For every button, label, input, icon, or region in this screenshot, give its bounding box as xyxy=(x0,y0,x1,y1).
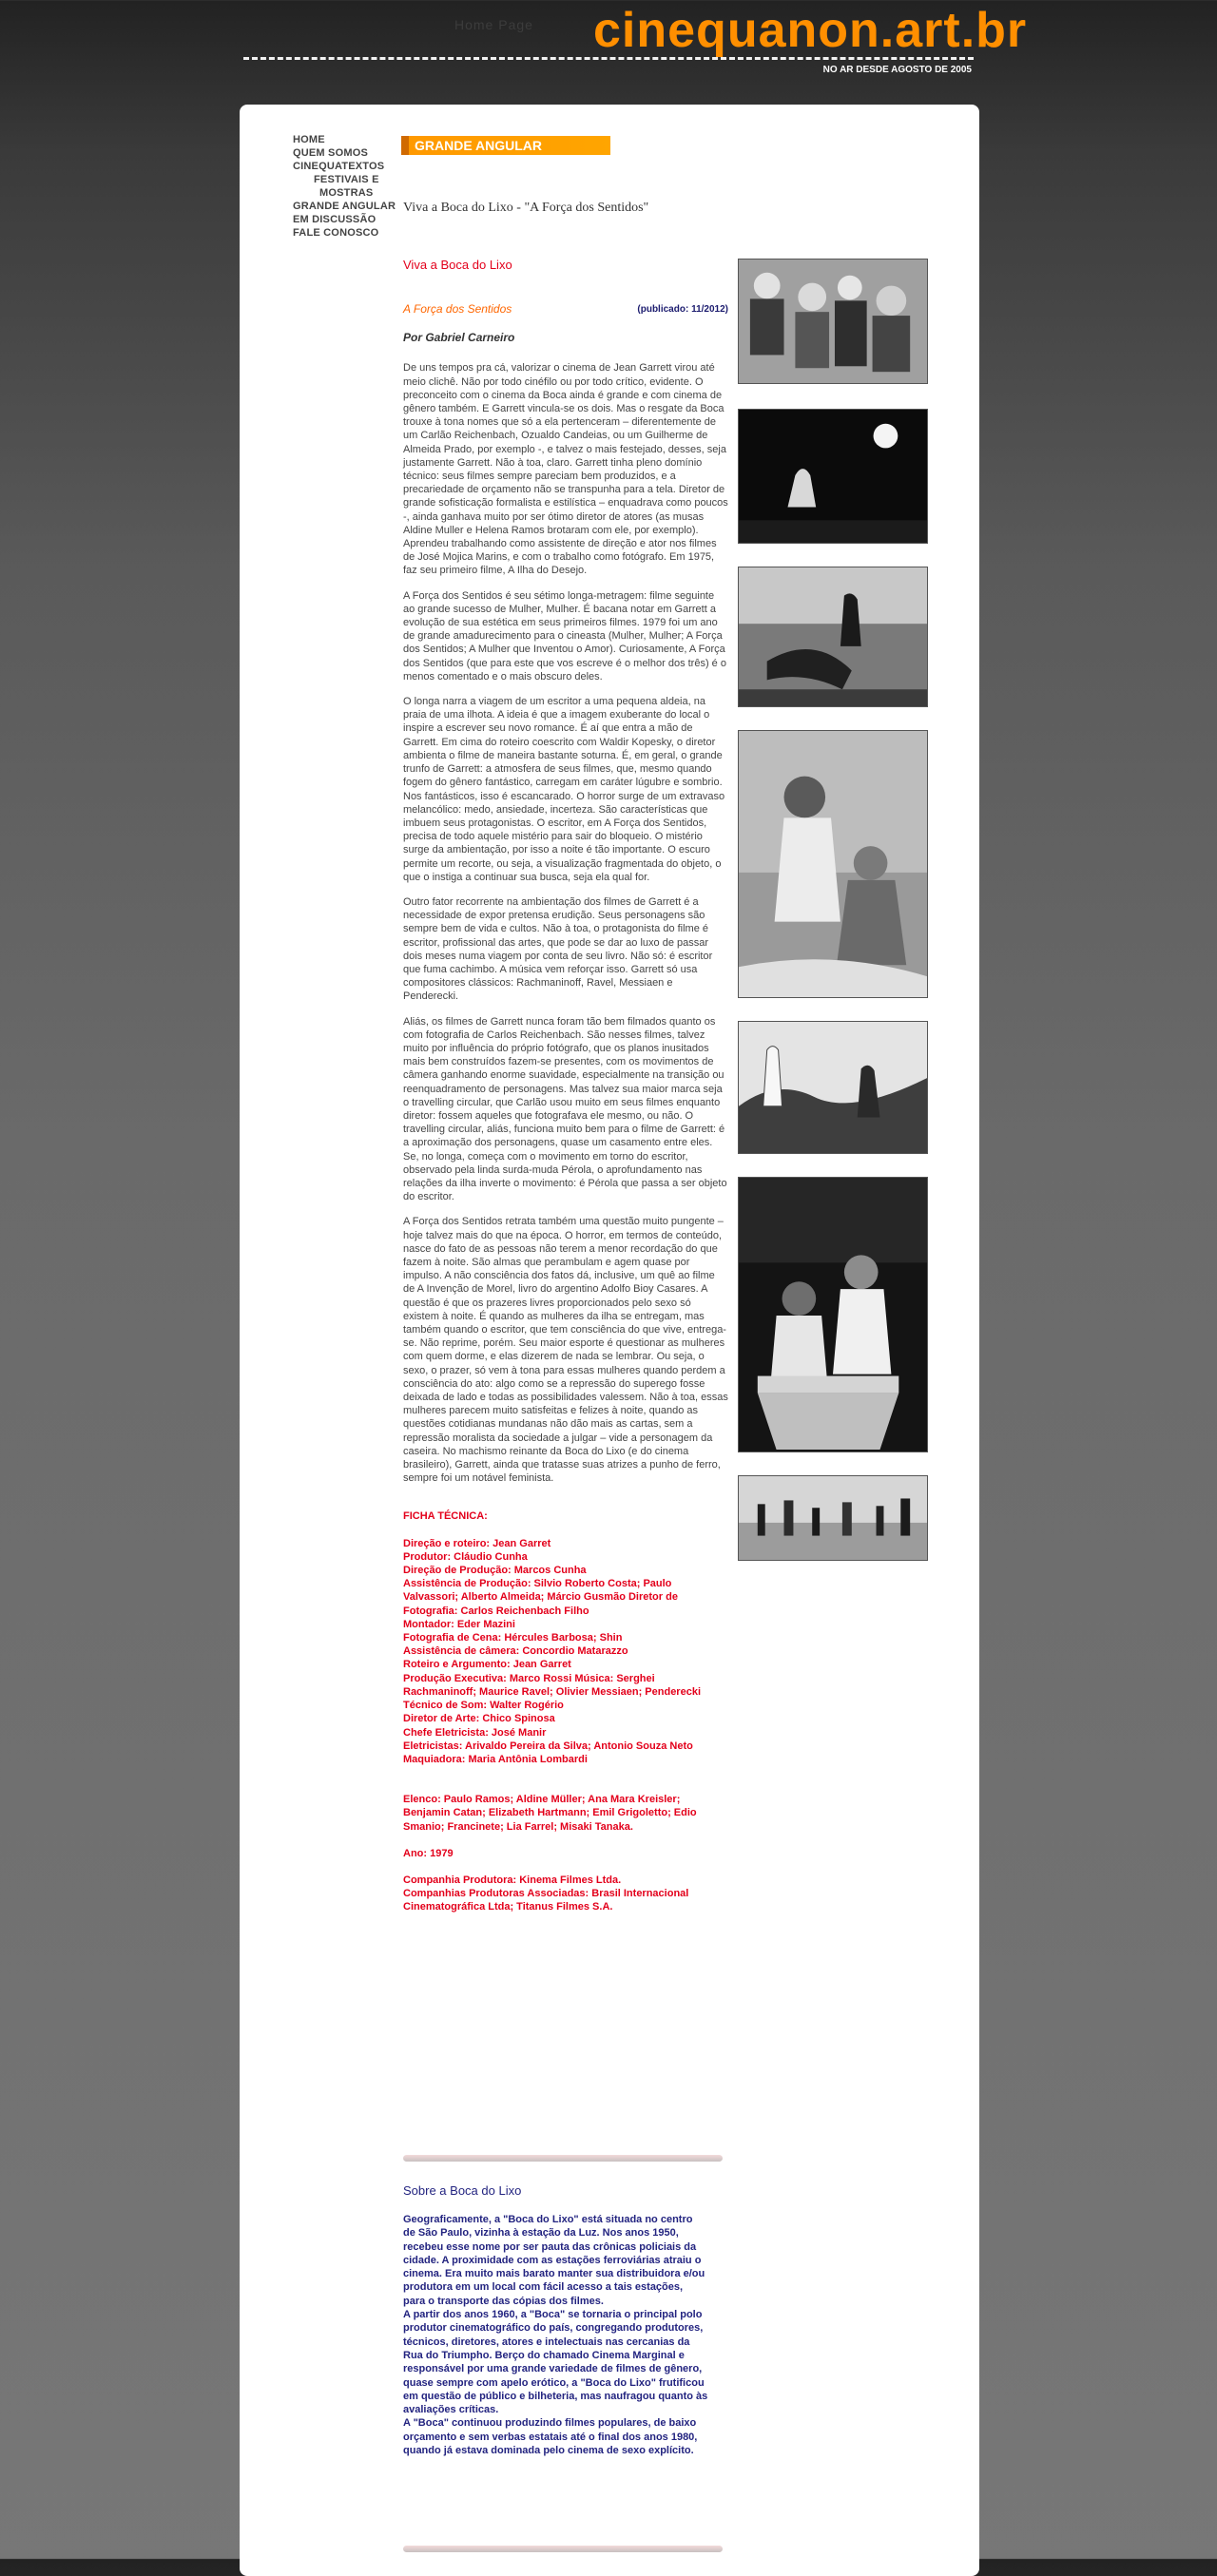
sobre-line: responsável por uma grande variedade de filmes de gênero, xyxy=(403,2363,703,2375)
sobre-line: Rua do Triumpho. Berço do chamado Cinema Marginal e xyxy=(403,2349,685,2361)
ghost-title: Home Page xyxy=(454,17,533,32)
sobre-line: produtor cinematográfico do país, congregando produtores, xyxy=(403,2322,704,2335)
sobre-line: orçamento e sem verbas estatais até o final dos anos 1980, xyxy=(403,2431,698,2443)
sobre-line: Geograficamente, a "Boca do Lixo" está situada no centro xyxy=(403,2214,693,2225)
article-author: Por Gabriel Carneiro xyxy=(403,331,515,345)
sobre-line: A partir dos anos 1960, a "Boca" se tornaria o principal polo xyxy=(403,2309,703,2321)
photo-rocky-coast xyxy=(738,1021,928,1154)
subtitle-row xyxy=(403,302,728,317)
photo-film-crew-beach xyxy=(738,1475,928,1561)
paragraph-3: O longa narra a viagem de um escritor a uma pequena aldeia, na praia de uma ilhota. A ideia é que a imagem exuberante do local o inspire a escrever seu novo romance. É aí que entra a mão de Garrett. Em cima do roteiro coescrito com Waldir Kopesky, o diretor ambienta o filme de maneira bastante soturna. É, em geral, o grande trunfo de Garrett: a atmosfera de seus filmes, que, mesmo quando fogem do gênero fantástico, carregam em caráter lúgubre e sombrio. Nos fantásticos, isso é escancarado. O horror surge de um extravaso melancólico: medo, ansiedade, incerteza. São características que imbuem seus protagonistas. O escritor, em A Força dos Sentidos, precisa de todo aquele mistério para sair do bloqueio. O mistério surge da ambientação, por isso a noite é tão importante. O escuro permite um recorte, ou seja, a visualização fragmentada do objeto, o que o instiga a continuar sua busca, seja ela qual for. xyxy=(403,696,725,883)
ficha-tecnica xyxy=(403,1509,728,1913)
site-header xyxy=(0,0,1217,105)
ficha-line: Fotografia: Carlos Reichenbach Filho xyxy=(403,1605,589,1617)
photo-couple-on-beach xyxy=(738,730,928,998)
ficha-line: Chefe Eletricista: José Manir xyxy=(403,1726,547,1739)
sobre-line: técnicos, diretores, atores e intelectuais nas cercanias da xyxy=(403,2336,690,2348)
ficha-line: Valvassori; Alberto Almeida; Márcio Gusmão Diretor de xyxy=(403,1591,678,1604)
sobre-line: quase sempre com apelo erótico, a "Boca do Lixo" frutificou xyxy=(403,2376,705,2389)
photo-moonlit-night xyxy=(738,409,928,544)
ficha-line: Eletricistas: Arivaldo Pereira da Silva; Antonio Souza Neto xyxy=(403,1740,693,1752)
sobre-line: A "Boca" continuou produzindo filmes populares, de baixo xyxy=(403,2417,697,2430)
companhia-line: Companhia Produtora: Kinema Filmes Ltda. xyxy=(403,1874,622,1886)
ficha-line: Maquiadora: Maria Antônia Lombardi xyxy=(403,1753,588,1765)
article-body xyxy=(403,259,728,1914)
paragraph-2: A Força dos Sentidos é seu sétimo longa-metragem: filme seguinte ao grande sucesso de Mulher, Mulher. É bacana notar em Garrett a evolução de sua estética em seus primeiros filmes. 1979 foi um ano de grande amadurecimento para o cineasta (Mulher, Mulher; A Força dos Sentidos; A Mulher que Inventou o Amor). Curiosamente, A Força dos Sentidos (que para este que vos escreve é o melhor dos três) é o menos comentado e o mais obscuro deles. xyxy=(403,589,726,682)
paragraph-5: Aliás, os filmes de Garrett nunca foram tão bem filmados quanto os com fotografia de Carlos Reichenbach. São nesses filmes, talvez muito por influência do próprio fotógrafo, que os planos inusitados mais bem construídos fazem-se presentes, com os movimentos de câmera ganhando enorme suavidade, especialmente na transição ou reenquadramento de personagens. Mas talvez sua maior marca seja o travelling circular, que Carlão usou muito em seus filmes enquanto diretor: fossem aqueles que fotografava ele mesmo, ou não. O travelling circular, aliás, funciona muito bem para o filme de Garrett: é a aproximação dos personagens, quase um casamento entre eles. Se, no longa, começa com o movimento em torno do escritor, observado pela linda surda-muda Pérola, o aprofundamento nas relações da ilha inverte o movimento: é Pérola que passa a ser objeto do escritor. xyxy=(403,1015,727,1203)
site-tagline: NO AR DESDE AGOSTO DE 2005 xyxy=(822,65,972,75)
paragraph-4: Outro fator recorrente na ambientação dos filmes de Garrett é a necessidade de expor pretensa erudição. Seus personagens são sempre bem de vida e cultos. Não à toa, o protagonista do filme é escritor, profissional das artes, que pode se dar ao luxo de passar dois meses numa viagem por conta de seu livro. Não só: é escritor que fuma cachimbo. A música vem reforçar isso. Garrett só usa compositores clássicos: Rachmaninoff, Ravel, Messiaen e Penderecki. xyxy=(403,895,713,1003)
section-banner: GRANDE ANGULAR xyxy=(401,136,610,155)
nav-home[interactable]: HOME xyxy=(293,134,325,145)
header-divider xyxy=(243,57,974,60)
site-logo[interactable]: cinequanon.art.br xyxy=(593,3,1028,58)
ficha-line: Montador: Eder Mazini xyxy=(403,1618,515,1630)
sobre-line: produtora em um local com fácil acesso a tais estações, xyxy=(403,2281,684,2294)
sobre-line: avaliações críticas. xyxy=(403,2404,499,2416)
nav-grande-angular[interactable]: GRANDE ANGULAR xyxy=(293,201,396,212)
nav-quem-somos[interactable]: QUEM SOMOS xyxy=(293,147,369,159)
paragraph-6: A Força dos Sentidos retrata também uma questão muito pungente – hoje talvez mais do que na época. O horror, em termos de conteúdo, nasce do fato de as pessoas não terem a menor recordação do que fazem à noite. São almas que perambulam e agem quase por impulso. A não consciência dos fatos dá, inclusive, um quê ao filme de A Invenção de Morel, livro do argentino Adolfo Bioy Casares. A questão é que os prazeres livres proporcionados pelo sexo só existem à noite. É quando as mulheres da ilha se entregam, mas também quando o escritor, que tem consciência do que vive, entrega-se. Não reprime, porém. Seu maior esporte é questionar as mulheres com quem dorme, e elas dizerem de nada se lembrar. Ou seja, o sexo, o prazer, só vem à tona para essas mulheres quando perdem a consciência do ato: algo como se a repressão do superego fosse deixada de lado e todas as possibilidades valessem. Não à toa, essas mulheres parecem muito satisfeitas e felizes à noite, quando as questões cotidianas mundanas não dão mais as cartas, sem a repressão moralista da sociedade a julgar – vide a personagem da caseira. No machismo reinante da Boca do Lixo (e do cinema brasileiro), Garrett, ainda que tratasse suas atrizes a punho de ferro, sempre foi um notável feminista. xyxy=(403,1216,728,1485)
article-red-title: Viva a Boca do Lixo xyxy=(403,258,512,272)
sobre-line: em questão de público e bilheteria, mas naufragou quanto às xyxy=(403,2390,708,2402)
companhia-line: Companhias Produtoras Associadas: Brasil Internacional xyxy=(403,1888,689,1900)
ficha-line: Assistência de câmera: Concordio Matarazzo xyxy=(403,1645,628,1658)
photo-group-portrait xyxy=(738,259,928,384)
ficha-line: Direção de Produção: Marcos Cunha xyxy=(403,1565,587,1577)
sobre-line: de São Paulo, vizinha à estação da Luz. Nos anos 1950, xyxy=(403,2227,679,2240)
nav-em-discussao[interactable]: EM DISCUSSÃO xyxy=(293,214,377,225)
ficha-title: FICHA TÉCNICA: xyxy=(403,1510,488,1523)
main-nav xyxy=(293,133,399,240)
sobre-line: para o transporte das cópias dos filmes. xyxy=(403,2295,604,2307)
publish-date: (publicado: 11/2012) xyxy=(637,304,728,316)
ficha-line: Técnico de Som: Walter Rogério xyxy=(403,1700,564,1712)
page-container xyxy=(240,105,979,2576)
paragraph-1: De uns tempos pra cá, valorizar o cinema de Jean Garrett virou até meio clichê. Não por todo cinéfilo ou por todo crítico, evidente. O preconceito com o cinema da Boca ainda é grande e com cinema de gênero também. E Garrett vincula-se os dois. Mas o resgate da Boca trouxe à tona nomes que só a ela pertenceram – diferentemente de um Carlão Reichenbach, Ozualdo Candeias, ou um Guilherme de Almeida Prado, por exemplo -, e talvez o mais festejado, desses, seja justamente Garrett. Não à toa, claro. Garrett tinha pleno domínio técnico: seus filmes sempre pareciam bem produzidos, e a precariedade de orçamento não se transpunha para a tela. Diretor de grande sofisticação formalista e estilística – enquadrava como poucos -, ainda ganhava muito por ser ótimo diretor de atores (as musas Aldine Muller e Helena Ramos brotaram com ele, por exemplo). Aprendeu trabalhando como assistente de direção e ator nos filmes de José Mojica Marins, e com o trabalho como fotógrafo. Em 1975, faz seu primeiro filme, A Ilha do Desejo. xyxy=(403,362,728,577)
bottom-divider xyxy=(403,2546,723,2552)
sobre-line: cinema. Era muito mais barato manter sua distribuidora e/ou xyxy=(403,2268,705,2280)
article-heading: Viva a Boca do Lixo - "A Força dos Sentidos" xyxy=(403,201,649,215)
ficha-line: Rachmaninoff; Maurice Ravel; Olivier Messiaen; Penderecki xyxy=(403,1685,702,1698)
ficha-line: Assistência de Produção: Silvio Roberto Costa; Paulo xyxy=(403,1578,672,1590)
elenco-line: Smanio; Francinete; Lia Farrel; Misaki Tanaka. xyxy=(403,1820,633,1833)
nav-mostras[interactable]: MOSTRAS xyxy=(319,187,374,199)
article-subtitle: A Força dos Sentidos xyxy=(403,302,512,317)
elenco-line: Benjamin Catan; Elizabeth Hartmann; Emil Grigoletto; Edio xyxy=(403,1807,697,1819)
companhia-line: Cinematográfica Ltda; Titanus Filmes S.A. xyxy=(403,1901,613,1913)
sobre-title: Sobre a Boca do Lixo xyxy=(403,2183,522,2198)
sobre-line: recebeu esse nome por ser pauta das crônicas policiais da xyxy=(403,2240,697,2253)
sobre-line: quando já estava dominada pelo cinema de sexo explícito. xyxy=(403,2445,694,2457)
photo-woman-at-shore xyxy=(738,567,928,707)
ficha-line: Diretor de Arte: Chico Spinosa xyxy=(403,1713,555,1725)
sobre-line: cidade. A proximidade com as estações ferroviárias atraiu o xyxy=(403,2254,702,2266)
ficha-line: Produtor: Cláudio Cunha xyxy=(403,1550,528,1563)
sobre-text xyxy=(403,2213,736,2457)
ficha-line: Produção Executiva: Marco Rossi Música: Serghei xyxy=(403,1672,655,1684)
nav-cinequatextos[interactable]: CINEQUATEXTOS xyxy=(293,161,385,172)
ano-line: Ano: 1979 xyxy=(403,1847,454,1859)
nav-festivais[interactable]: FESTIVAIS E xyxy=(314,174,379,185)
ficha-line: Fotografia de Cena: Hércules Barbosa; Shin xyxy=(403,1632,623,1644)
photo-women-at-table xyxy=(738,1177,928,1452)
nav-fale-conosco[interactable]: FALE CONOSCO xyxy=(293,227,379,239)
section-divider xyxy=(403,2155,723,2162)
elenco-line: Elenco: Paulo Ramos; Aldine Müller; Ana Mara Kreisler; xyxy=(403,1794,681,1806)
ficha-line: Direção e roteiro: Jean Garret xyxy=(403,1537,551,1549)
ficha-line: Roteiro e Argumento: Jean Garret xyxy=(403,1659,571,1671)
